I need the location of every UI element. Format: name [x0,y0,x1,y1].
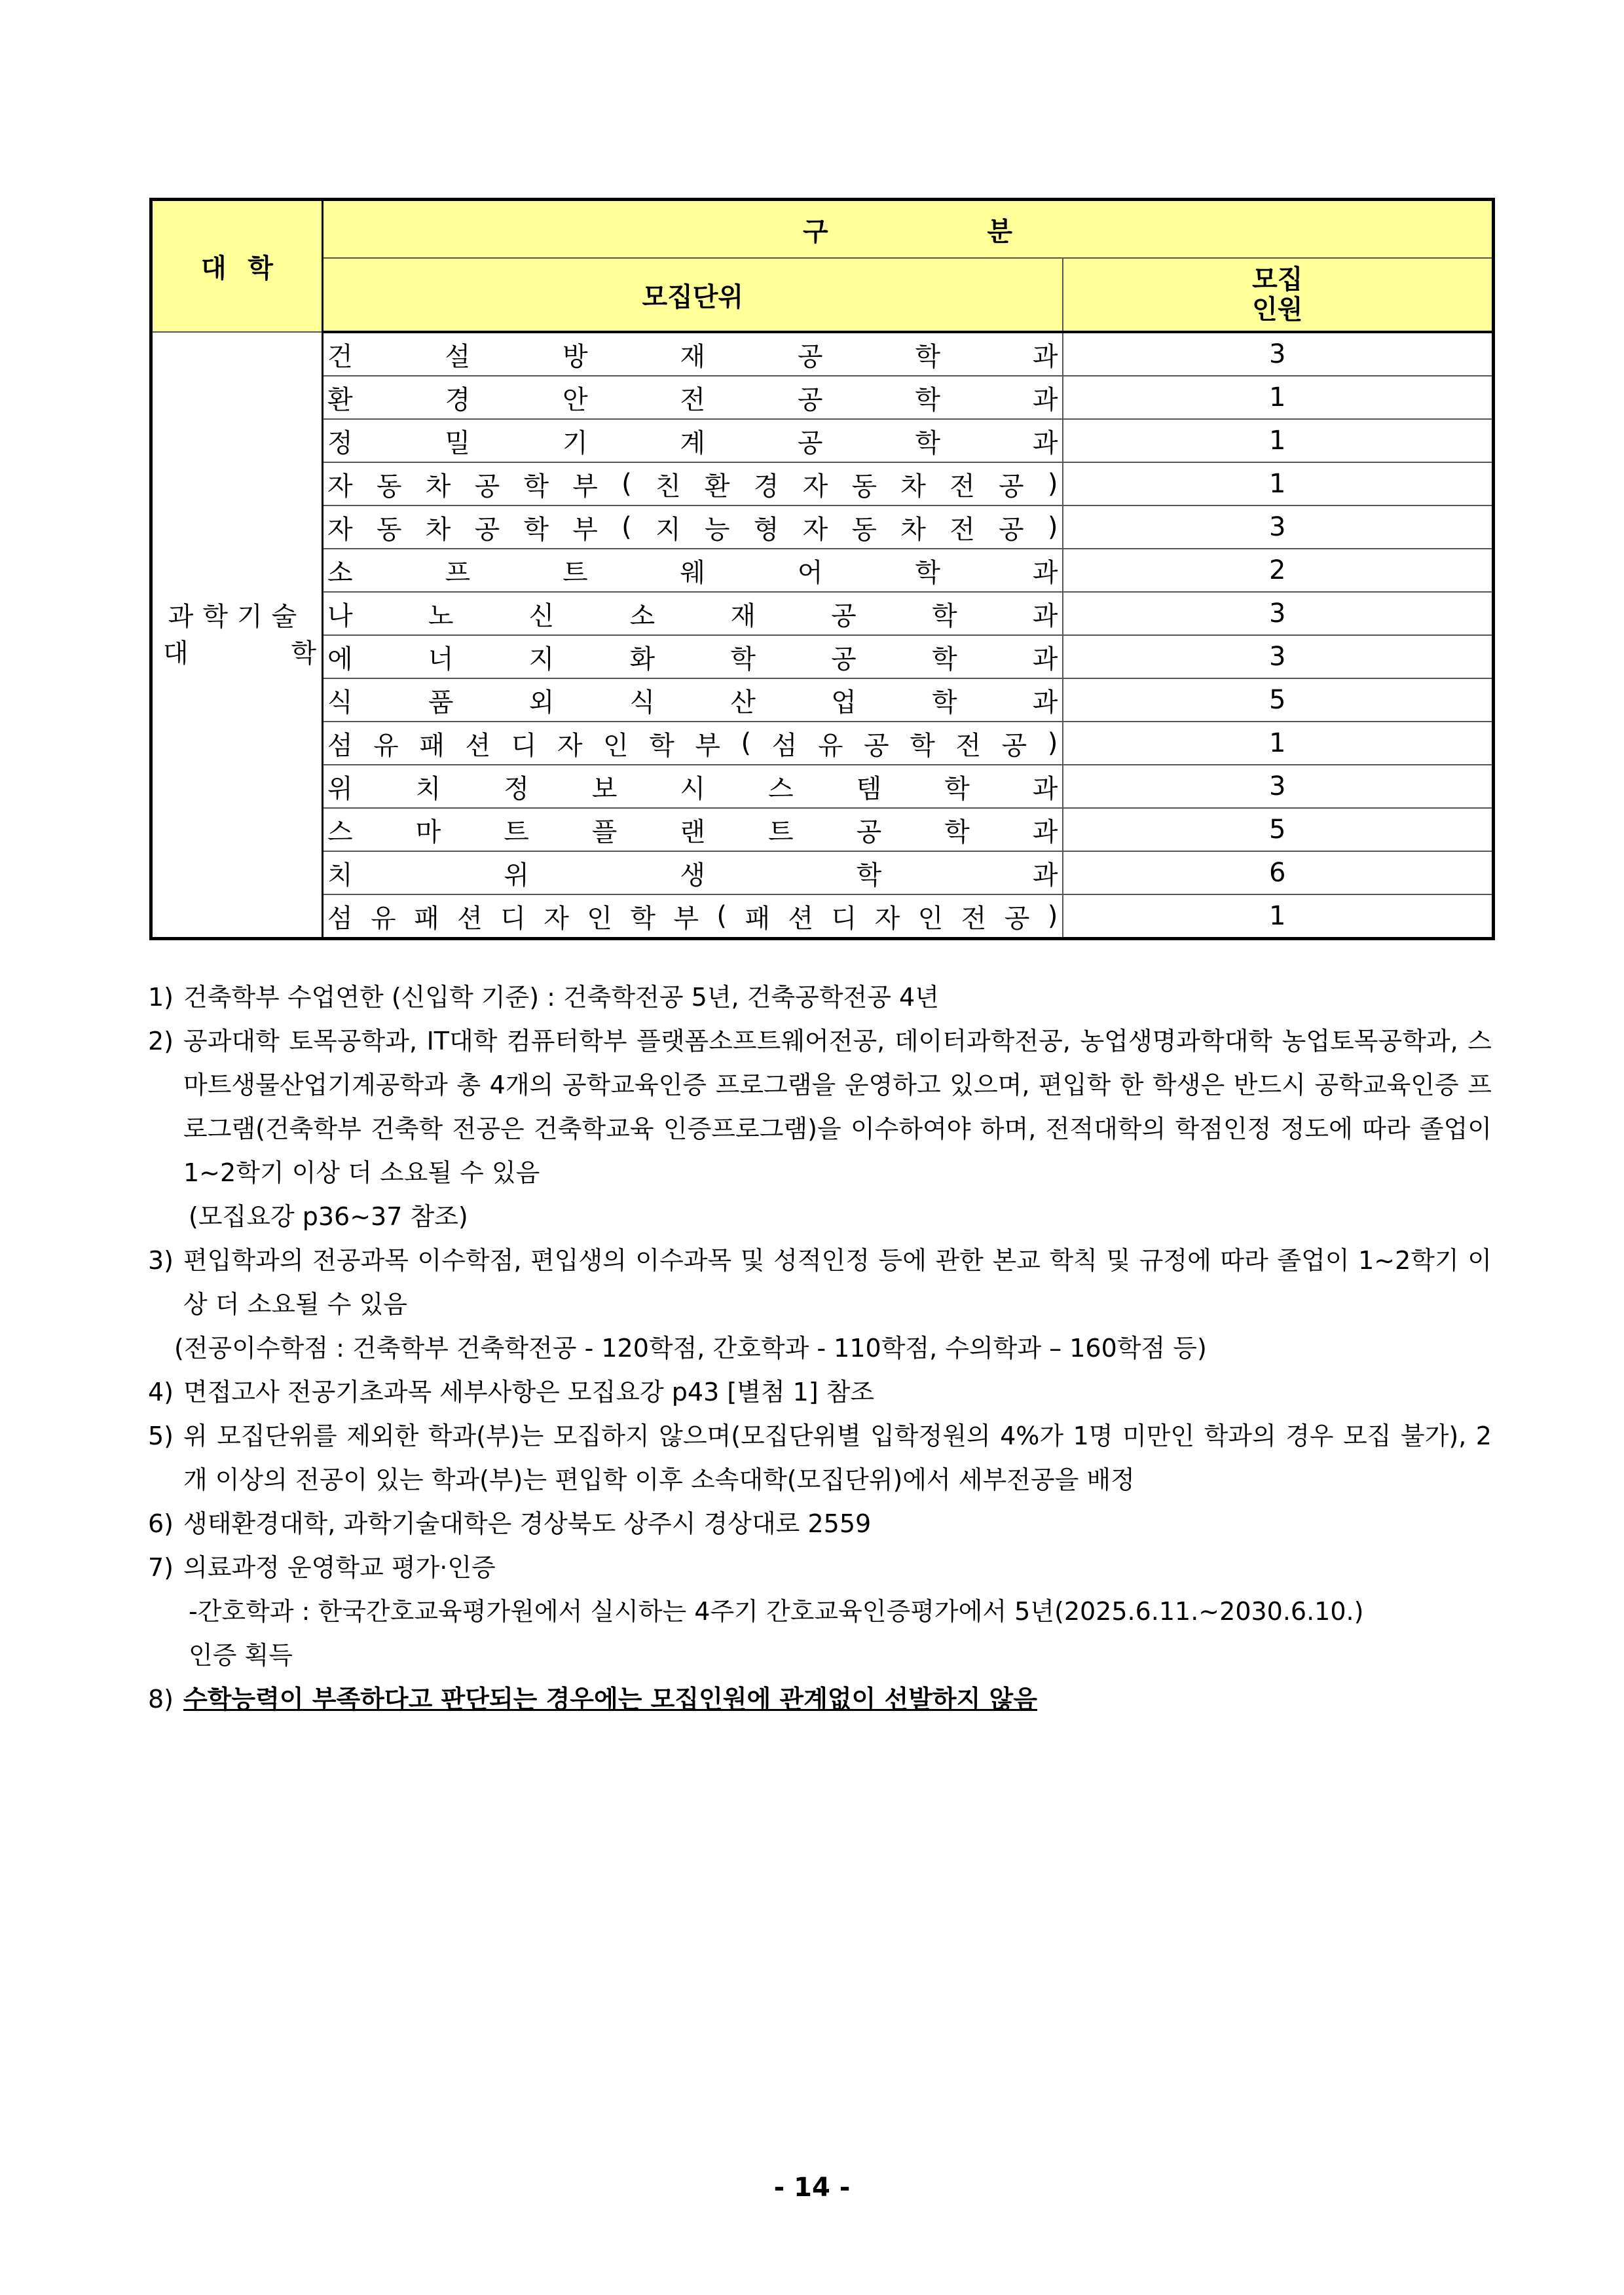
unit-name-char: 디 [500,903,526,934]
unit-name-char: 섬 [327,730,353,761]
unit-name-char: 학 [856,860,882,890]
unit-cell [323,765,1063,808]
unit-name-char: 업 [831,687,857,718]
unit-name-char: 지 [528,644,555,674]
note-number: 3) [148,1246,174,1275]
unit-name-char: 위 [327,773,353,804]
unit-name [327,422,1058,460]
unit-cell [323,592,1063,635]
count-cell: 2 [1063,549,1494,592]
note-text: 수학능력이 부족하다고 판단되는 경우에는 모집인원에 관계없이 선발하지 않음 [183,1685,1037,1714]
header-college-char: 대 [201,253,227,284]
unit-name-char: 시 [680,773,706,804]
unit-cell [323,678,1063,722]
unit-name-char: 공 [474,514,500,545]
table-row [151,549,1494,592]
unit-name-char: 부 [572,471,598,502]
table-header-row [151,200,1494,259]
unit-name-char: 학 [915,341,940,372]
unit-name-char: 설 [445,341,471,372]
note-text: 의료과정 운영학교 평가·인증 [183,1553,496,1582]
note-item [148,1019,1492,1195]
unit-name-char: 섬 [327,903,353,934]
table-row [151,722,1494,765]
unit-name-char: 패 [414,903,439,934]
unit-name-char: ) [1047,901,1058,931]
unit-name-char: ( [621,512,632,542]
unit-name-char: 자 [802,471,828,502]
unit-name-char: 프 [445,557,471,588]
unit-cell [323,505,1063,549]
unit-name-char: 자 [874,903,900,934]
note-text: 편입학과의 전공과목 이수학점, 편입생의 이수과목 및 성적인정 등에 관한 본교 학칙 및 규정에 따라 졸업이 1~2학기 이상 더 소요될 수 있음 [183,1246,1492,1319]
header-unit-label: 모집단위 [642,282,744,312]
college-name-line2-char: 대 [163,638,189,669]
unit-name-char: ) [1047,728,1058,758]
unit-name-char: 전 [950,514,975,545]
unit-name-char: 보 [591,773,618,804]
note-item [148,1502,1492,1546]
count-cell: 1 [1063,462,1494,505]
note-number: 2) [148,1027,174,1056]
table-row [151,808,1494,851]
note-number: 7) [148,1553,174,1582]
unit-name [327,336,1058,373]
count-cell: 1 [1063,722,1494,765]
unit-name-char: 과 [1032,644,1058,674]
unit-name-char: 소 [327,557,353,588]
count-cell: 3 [1063,592,1494,635]
table-body [151,332,1494,939]
note-text: 건축학부 수업연한 (신입학 기준) : 건축학전공 5년, 건축공학전공 4년 [183,983,939,1012]
unit-name-char: 재 [730,600,756,631]
note-text: 위 모집단위를 제외한 학과(부)는 모집하지 않으며(모집단위별 입학정원의 4%가 1명 미만인 학과의 경우 모집 불가), 2개 이상의 전공이 있는 학과(부)는 편입학 이후 소속대학(모집단위)에서 세부전공을 배정 [183,1422,1492,1494]
note-number: 8) [148,1685,174,1714]
unit-name-char: 차 [425,471,451,502]
unit-name-char: 노 [428,600,454,631]
count-cell: 6 [1063,851,1494,894]
unit-name-char: 공 [797,384,823,415]
unit-name-char: 부 [572,514,598,545]
note-subline: -간호학과 : 한국간호교육평가원에서 실시하는 4주기 간호교육인증평가에서 5년(2025.6.11.~2030.6.10.) [189,1597,1364,1626]
unit-name-char: 공 [1001,730,1027,761]
unit-name-char: 과 [1032,384,1058,415]
unit-name-char: 션 [788,903,814,934]
unit-name-char: 재 [680,341,706,372]
unit-name-char: 정 [327,428,353,458]
table-row [151,592,1494,635]
unit-name-char: 전 [961,903,987,934]
unit-name-char: 환 [327,384,353,415]
notes-section [148,976,1492,1721]
page-number: - 14 - [773,2173,851,2203]
unit-name-char: 계 [680,428,706,458]
unit-cell [323,851,1063,894]
unit-name-char: 랜 [680,817,706,847]
unit-name-char: 학 [910,730,935,761]
unit-cell [323,808,1063,851]
unit-name-char: ) [1047,512,1058,542]
table-row [151,462,1494,505]
unit-name-char: 패 [419,730,445,761]
unit-name-char: 학 [944,817,970,847]
unit-name-char: 과 [1032,341,1058,372]
unit-name-char: 너 [428,644,454,674]
unit-name-char: 외 [528,687,555,718]
unit-name-char: 나 [327,600,353,631]
header-college-cell [151,200,323,333]
unit-cell [323,894,1063,939]
unit-name-char: 치 [327,860,353,890]
unit-cell [323,635,1063,678]
unit-name-char: 학 [523,514,549,545]
unit-name-char: 유 [817,730,843,761]
unit-name-char: 스 [327,817,353,847]
unit-name-char: 어 [797,557,823,588]
note-subline: (모집요강 p36~37 참조) [189,1202,468,1231]
unit-name-char: 공 [856,817,882,847]
unit-name [327,379,1058,416]
unit-name-char: 전 [955,730,982,761]
unit-name-char: 트 [562,557,588,588]
table-row [151,765,1494,808]
unit-name-char: 자 [557,730,583,761]
unit-name [327,725,1058,762]
count-cell: 5 [1063,808,1494,851]
unit-name-char: ) [1047,469,1058,499]
unit-name-char: 학 [944,773,970,804]
unit-name-char: 과 [1032,600,1058,631]
header-unit-cell [323,258,1063,332]
unit-name-char: 치 [415,773,441,804]
college-name-line2-char: 학 [291,638,316,669]
unit-name-char: 자 [802,514,828,545]
unit-name-char: 공 [831,600,857,631]
unit-name-char: 학 [931,600,957,631]
unit-name-char: 차 [900,471,926,502]
note-item [148,1414,1492,1502]
unit-name-char: 과 [1032,557,1058,588]
unit-name-char: 트 [767,817,794,847]
note-number: 6) [148,1509,174,1538]
unit-name-char: 학 [915,384,940,415]
unit-name [327,638,1058,676]
unit-name-char: 동 [851,514,877,545]
unit-name-char: 소 [629,600,655,631]
unit-cell [323,376,1063,419]
table-subheader-row [151,258,1494,332]
unit-name-char: 과 [1032,773,1058,804]
unit-name-char: 학 [915,557,940,588]
header-college-char: 학 [248,253,273,284]
unit-name-char: 환 [704,471,730,502]
unit-cell [323,549,1063,592]
header-category-char: 분 [987,216,1012,247]
unit-name-char: 웨 [680,557,706,588]
note-number: 4) [148,1378,174,1406]
unit-name-char: 패 [745,903,771,934]
note-item [148,1546,1492,1590]
unit-name [327,768,1058,805]
unit-name-char: 정 [504,773,529,804]
unit-name-char: 학 [915,428,940,458]
count-cell: 1 [1063,419,1494,462]
unit-name-char: 동 [376,471,402,502]
unit-name-char: 자 [544,903,569,934]
unit-name-char: 품 [428,687,454,718]
unit-cell [323,462,1063,505]
unit-name-char: 과 [1032,428,1058,458]
count-cell: 1 [1063,894,1494,939]
table-row [151,505,1494,549]
unit-name-char: 섬 [771,730,798,761]
unit-name-char: 생 [680,860,706,890]
unit-name-char: ( [741,728,752,758]
unit-name [327,595,1058,633]
unit-name-char: 공 [1004,903,1030,934]
unit-name-char: 공 [999,514,1024,545]
unit-name [327,811,1058,849]
unit-name-char: 신 [528,600,555,631]
unit-name-char: 션 [457,903,483,934]
unit-name-char: 공 [797,428,823,458]
table-row [151,678,1494,722]
unit-name-char: 과 [1032,860,1058,890]
unit-name [327,682,1058,719]
unit-name [327,466,1058,503]
table-row [151,894,1494,939]
unit-name-char: 과 [1032,817,1058,847]
unit-name-char: 학 [730,644,756,674]
header-college-label [201,248,273,285]
recruitment-table [149,198,1495,940]
unit-name-char: 공 [831,644,857,674]
unit-name-char: ( [716,901,728,931]
unit-name-char: 동 [376,514,402,545]
note-number: 5) [148,1422,174,1450]
header-category-char: 구 [803,216,828,247]
unit-name-char: 학 [931,644,957,674]
note-subline: 인증 획득 [189,1641,293,1670]
unit-name-char: 공 [864,730,889,761]
unit-name-char: 트 [504,817,529,847]
header-count-cell [1063,258,1494,332]
unit-name-char: 인 [587,903,612,934]
unit-name-char: 전 [950,471,975,502]
unit-name-char: 방 [562,341,588,372]
unit-name-char: 부 [695,730,721,761]
unit-name-char: 학 [931,687,957,718]
unit-name-char: 템 [856,773,882,804]
unit-name-char: 전 [680,384,706,415]
unit-name-char: 산 [730,687,756,718]
table-row [151,332,1494,376]
header-category-cell [323,200,1494,259]
count-cell: 3 [1063,332,1494,376]
unit-name-char: 동 [851,471,877,502]
unit-name-char: 자 [327,514,353,545]
unit-name-char: 차 [425,514,451,545]
unit-name-char: 능 [704,514,730,545]
count-cell: 3 [1063,635,1494,678]
unit-name-char: 에 [327,644,353,674]
table-row [151,635,1494,678]
unit-name-char: 식 [327,687,353,718]
count-cell: 3 [1063,505,1494,549]
note-number: 1) [148,983,174,1012]
unit-name [327,898,1058,935]
unit-name-char: 친 [655,471,681,502]
college-name-line1: 과학기술 [168,601,306,632]
unit-name-char: 마 [415,817,441,847]
unit-name-char: 형 [753,514,779,545]
recruitment-table-container [149,198,1492,940]
unit-name-char: 화 [629,644,655,674]
unit-name-char: 인 [917,903,944,934]
table-row [151,419,1494,462]
unit-name-char: ( [621,469,632,499]
note-item [148,1239,1492,1327]
unit-name-char: 유 [373,730,399,761]
note-text: 생태환경대학, 과학기술대학은 경상북도 상주시 경상대로 2559 [183,1509,872,1538]
unit-name-char: 경 [753,471,779,502]
unit-name-char: 학 [523,471,549,502]
header-category-label [803,211,1012,248]
unit-name-char: 인 [603,730,629,761]
unit-name-char: 디 [511,730,537,761]
unit-name-char: 스 [767,773,794,804]
college-name-line2 [153,635,322,672]
unit-name-char: 건 [327,341,353,372]
unit-name-char: 과 [1032,687,1058,718]
unit-name-char: 션 [465,730,491,761]
unit-name-char: 기 [562,428,588,458]
unit-name [327,509,1058,546]
note-text: 면접고사 전공기초과목 세부사항은 모집요강 p43 [별첨 1] 참조 [183,1378,875,1406]
count-cell: 3 [1063,765,1494,808]
unit-name-char: 밀 [445,428,471,458]
unit-name-char: 공 [797,341,823,372]
unit-name-char: 유 [371,903,396,934]
unit-cell [323,722,1063,765]
unit-name-char: 안 [562,384,588,415]
count-cell: 5 [1063,678,1494,722]
note-item [148,1370,1492,1414]
count-cell: 1 [1063,376,1494,419]
unit-name-char: 플 [591,817,618,847]
header-count-line1: 모집 [1252,265,1303,295]
unit-name-char: 학 [630,903,655,934]
table-row [151,376,1494,419]
note-item [148,976,1492,1019]
unit-name-char: 공 [999,471,1024,502]
note-item [148,1678,1492,1721]
college-cell [151,332,323,939]
unit-name-char: 식 [629,687,655,718]
unit-name-char: 지 [655,514,681,545]
header-count-line2: 인원 [1252,295,1303,325]
unit-name-char: 학 [649,730,674,761]
unit-name-char: 자 [327,471,353,502]
unit-name-char: 경 [445,384,471,415]
unit-name [327,552,1058,589]
unit-cell [323,332,1063,376]
table-row [151,851,1494,894]
unit-name [327,854,1058,892]
unit-name-char: 디 [831,903,857,934]
unit-name-char: 부 [673,903,699,934]
unit-name-char: 차 [900,514,926,545]
unit-cell [323,419,1063,462]
unit-name-char: 공 [474,471,500,502]
unit-name-char: 위 [504,860,529,890]
note-subline: (전공이수학점 : 건축학부 건축학전공 - 120학점, 간호학과 - 110학점, 수의학과 – 160학점 등) [174,1334,1207,1363]
note-text: 공과대학 토목공학과, IT대학 컴퓨터학부 플랫폼소프트웨어전공, 데이터과학전공, 농업생명과학대학 농업토목공학과, 스마트생물산업기계공학과 총 4개의 공학교육인증 프로그램을 운영하고 있으며, 편입학 한 학생은 반드시 공학교육인증 프로그램(건축학부 건축학 전공은 건축학교육 인증프로그램)을 이수하여야 하며, 전적대학의 학점인정 정도에 따라 졸업이 1~2학기 이상 더 소요될 수 있음 [183,1027,1492,1187]
